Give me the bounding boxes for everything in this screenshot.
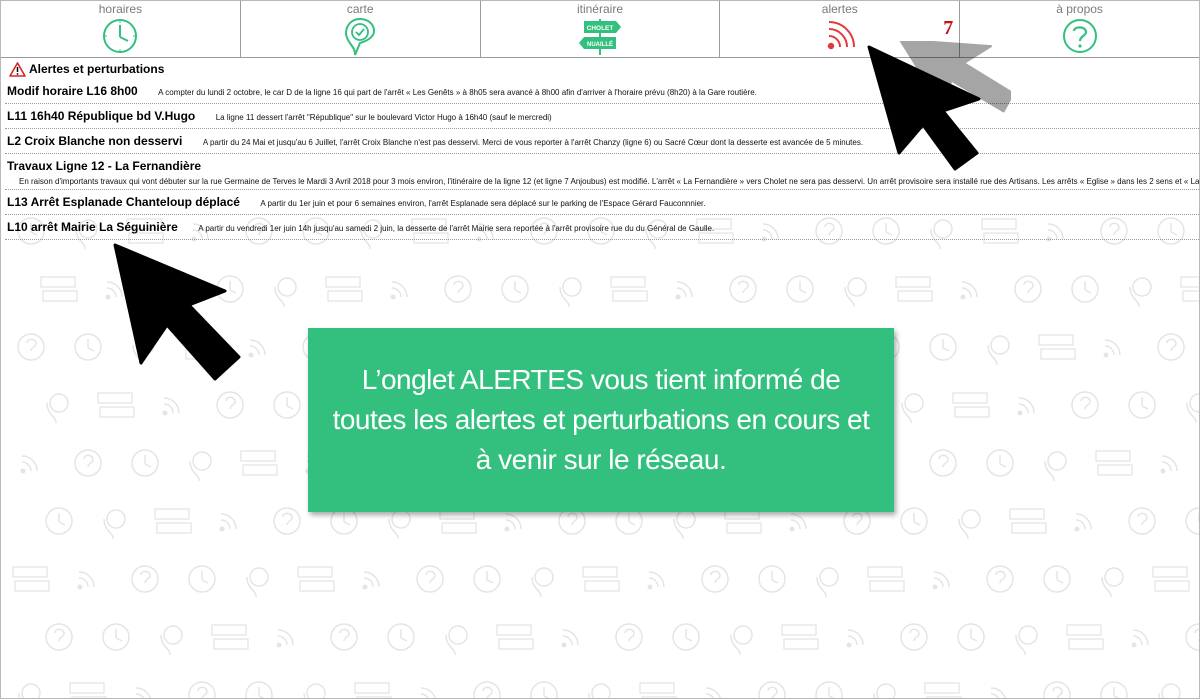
- watermark-icon: [246, 682, 272, 699]
- alert-title: L2 Croix Blanche non desservi: [7, 134, 183, 148]
- watermark-icon: [640, 683, 676, 699]
- watermark-icon: [1015, 276, 1041, 302]
- alert-item[interactable]: [5, 154, 1199, 190]
- watermark-icon: [502, 276, 528, 302]
- watermark-icon: [47, 394, 68, 423]
- watermark-icon: [1153, 567, 1189, 591]
- watermark-icon: [1016, 626, 1037, 655]
- watermark-icon: [930, 450, 956, 476]
- watermark-icon: [759, 682, 785, 699]
- watermark-icon: [1181, 277, 1200, 301]
- watermark-icon: [953, 393, 989, 417]
- watermark-icon: [845, 278, 866, 307]
- watermark-icon: [104, 510, 125, 539]
- watermark-icon: [676, 282, 693, 300]
- warning-icon: [9, 62, 26, 77]
- alerts-heading: [5, 59, 1199, 79]
- watermark-icon: [355, 683, 391, 699]
- tab-horaires[interactable]: [1, 1, 241, 57]
- watermark-icon: [189, 566, 215, 592]
- watermark-icon: [868, 567, 904, 591]
- watermark-icon: [562, 630, 579, 648]
- map-pin-icon: [343, 17, 377, 57]
- watermark-icon: [1102, 568, 1123, 597]
- watermark-icon: [816, 682, 842, 699]
- signpost-icon: [576, 17, 624, 57]
- alerts-panel: [5, 59, 1199, 240]
- watermark-icon: [19, 684, 40, 699]
- alert-item[interactable]: [5, 215, 1199, 240]
- alert-item[interactable]: [5, 104, 1199, 129]
- watermark-icon: [583, 567, 619, 591]
- sign-bottom-text: NUAILLÉ: [586, 42, 613, 48]
- watermark-icon: [247, 568, 268, 597]
- watermark-icon: [1159, 684, 1180, 699]
- watermark-icon: [298, 567, 334, 591]
- alert-text: A partir du vendredi 1er juin 14h jusqu'au samedi 2 juin, la desserte de l'arrêt Mairie sera reportée à l'arrêt provisoire rue du du Général de Gaulle.: [198, 224, 715, 233]
- watermark-icon: [304, 684, 325, 699]
- alert-title: Modif horaire L16 8h00: [7, 84, 138, 98]
- watermark-icon: [902, 394, 923, 423]
- watermark-icon: [274, 392, 300, 418]
- watermark-icon: [212, 625, 248, 649]
- watermark-icon: [417, 566, 443, 592]
- watermark-icon: [1104, 340, 1121, 358]
- cursor-arrow-icon: [109, 241, 259, 391]
- watermark-icon: [961, 282, 978, 300]
- watermark-icon: [155, 509, 191, 533]
- watermark-icon: [497, 625, 533, 649]
- watermark-icon: [787, 276, 813, 302]
- watermark-icon: [1072, 392, 1098, 418]
- watermark-icon: [388, 624, 414, 650]
- watermark-icon: [389, 510, 410, 539]
- alert-text: En raison d'importants travaux qui vont débuter sur la rue Germaine de Terves le Mardi 3 Avril 2018 pour 3 mois environ, l'itinéraire de la ligne 12 (et ligne 7 Anjoubus) est modifié. L'arrêt « La Fernandière » vers Cholet ne sera pas desservi. Un arrêt provisoire sera installé rue des Artisans. Les arrêts « Eglise » dans les 2 sens et « La: [19, 177, 1199, 186]
- watermark-icon: [589, 684, 610, 699]
- watermark-icon: [103, 624, 129, 650]
- watermark-icon: [18, 334, 44, 360]
- watermark-icon: [474, 566, 500, 592]
- watermark-icon: [505, 514, 522, 532]
- clock-icon: [101, 17, 139, 55]
- alert-title: L13 Arrêt Esplanade Chanteloup déplacé: [7, 195, 240, 209]
- watermark-icon: [925, 683, 961, 699]
- watermark-icon: [532, 568, 553, 597]
- watermark-icon: [440, 509, 476, 533]
- watermark-icon: [1186, 508, 1200, 534]
- watermark-icon: [730, 276, 756, 302]
- alert-title: Travaux Ligne 12 - La Fernandière: [7, 159, 202, 173]
- watermark-icon: [1075, 514, 1092, 532]
- top-nav: [1, 1, 1199, 58]
- watermark-icon: [1129, 392, 1155, 418]
- watermark-icon: [132, 566, 158, 592]
- watermark-icon: [420, 688, 437, 699]
- tab-a-propos-label: à propos: [1056, 2, 1103, 16]
- watermark-icon: [78, 572, 95, 590]
- question-icon: [1061, 17, 1099, 55]
- watermark-icon: [930, 334, 956, 360]
- watermark-icon: [241, 451, 277, 475]
- watermark-icon: [817, 568, 838, 597]
- watermark-icon: [1072, 276, 1098, 302]
- watermark-icon: [220, 514, 237, 532]
- watermark-icon: [46, 508, 72, 534]
- alert-text: A partir du 1er juin et pour 6 semaines environ, l'arrêt Esplanade sera déplacé sur le parking de l'Espace Gérard Fauconnnier.: [260, 199, 706, 208]
- watermark-icon: [725, 509, 761, 533]
- watermark-icon: [189, 682, 215, 699]
- watermark-icon: [531, 682, 557, 699]
- alerts-heading-text: Alertes et perturbations: [29, 62, 165, 76]
- alert-text: La ligne 11 dessert l'arrêt "République" sur le boulevard Victor Hugo à 16h40 (sauf le mercredi): [215, 113, 552, 122]
- watermark-icon: [782, 625, 818, 649]
- watermark-icon: [331, 624, 357, 650]
- watermark-icon: [275, 278, 296, 307]
- watermark-icon: [901, 508, 927, 534]
- watermark-icon: [901, 624, 927, 650]
- alert-title: L10 arrêt Mairie La Séguinière: [7, 220, 178, 234]
- watermark-icon: [445, 276, 471, 302]
- watermark-icon: [702, 566, 728, 592]
- tab-alertes-label: alertes: [821, 2, 858, 16]
- watermark-icon: [75, 450, 101, 476]
- watermark-icon: [98, 393, 134, 417]
- watermark-icon: [132, 450, 158, 476]
- watermark-icon: [363, 572, 380, 590]
- watermark-icon: [988, 336, 1009, 365]
- watermark-icon: [1039, 335, 1075, 359]
- watermark-icon: [1045, 452, 1066, 481]
- watermark-icon: [75, 334, 101, 360]
- watermark-icon: [1018, 398, 1035, 416]
- tab-carte[interactable]: [241, 1, 481, 57]
- watermark-icon: [1010, 509, 1046, 533]
- watermark-icon: [326, 277, 362, 301]
- watermark-icon: [896, 277, 932, 301]
- watermark-icon: [958, 624, 984, 650]
- watermark-icon: [446, 626, 467, 655]
- watermark-icon: [1101, 682, 1127, 699]
- watermark-icon: [46, 624, 72, 650]
- alert-item[interactable]: [5, 129, 1199, 154]
- watermark-icon: [1129, 508, 1155, 534]
- alert-text: A partir du 24 Mai et jusqu'au 6 Juillet, l'arrêt Croix Blanche n'est pas desservi. Merci de vous reporter à l'arrêt Chanzy (ligne 6) ou Sacré Cœur dont la desserte est avancée de 5 minutes.: [202, 138, 864, 147]
- watermark-icon: [274, 508, 300, 534]
- watermark-icon: [1044, 566, 1070, 592]
- watermark-icon: [391, 282, 408, 300]
- watermark-icon: [933, 572, 950, 590]
- alert-count-badge: 7: [943, 17, 954, 39]
- watermark-icon: [790, 514, 807, 532]
- tab-itineraire[interactable]: [481, 1, 721, 57]
- cursor-arrow-icon: [861, 41, 1011, 171]
- watermark-icon: [611, 277, 647, 301]
- alert-item[interactable]: [5, 190, 1199, 215]
- watermark-icon: [21, 456, 38, 474]
- watermark-icon: [987, 450, 1013, 476]
- watermark-icon: [474, 682, 500, 699]
- watermark-icon: [648, 572, 665, 590]
- watermark-icon: [1096, 451, 1132, 475]
- sign-top-text: CHOLET: [586, 25, 614, 32]
- watermark-icon: [41, 277, 77, 301]
- tutorial-callout: [308, 328, 894, 512]
- watermark-icon: [217, 392, 243, 418]
- tab-itineraire-label: itinéraire: [576, 2, 623, 16]
- watermark-icon: [1187, 394, 1200, 423]
- watermark-icon: [70, 683, 106, 699]
- alert-item[interactable]: [5, 79, 1199, 104]
- watermark-icon: [1067, 625, 1103, 649]
- watermark-icon: [987, 566, 1013, 592]
- alert-title: L11 16h40 République bd V.Hugo: [7, 109, 196, 123]
- watermark-icon: [1044, 682, 1070, 699]
- watermark-icon: [1130, 278, 1151, 307]
- rss-icon: [821, 17, 859, 55]
- watermark-icon: [13, 567, 49, 591]
- watermark-icon: [616, 624, 642, 650]
- watermark-icon: [705, 688, 722, 699]
- callout-text: L’onglet ALERTES vous tient informé de toutes les alertes et perturbations en cours et à venir sur le réseau.: [332, 364, 870, 475]
- watermark-icon: [135, 688, 152, 699]
- watermark-icon: [874, 684, 895, 699]
- watermark-icon: [161, 626, 182, 655]
- watermark-icon: [847, 630, 864, 648]
- watermark-icon: [163, 398, 180, 416]
- watermark-icon: [990, 688, 1007, 699]
- watermark-icon: [731, 626, 752, 655]
- watermark-icon: [1161, 456, 1178, 474]
- watermark-icon: [674, 510, 695, 539]
- watermark-icon: [1132, 630, 1149, 648]
- watermark-icon: [277, 630, 294, 648]
- watermark-icon: [560, 278, 581, 307]
- watermark-icon: [1158, 334, 1184, 360]
- watermark-icon: [190, 452, 211, 481]
- alert-text: A compter du lundi 2 octobre, le car D de la ligne 16 qui part de l'arrêt « Les Genêts » à 8h05 sera avancé à 8h00 afin d'arriver à l'horaire prévu (8h20) à la Gare routière.: [158, 88, 757, 97]
- tab-carte-label: carte: [346, 2, 374, 16]
- tab-horaires-label: horaires: [98, 2, 143, 16]
- watermark-icon: [759, 566, 785, 592]
- watermark-icon: [673, 624, 699, 650]
- watermark-icon: [959, 510, 980, 539]
- watermark-icon: [1186, 624, 1200, 650]
